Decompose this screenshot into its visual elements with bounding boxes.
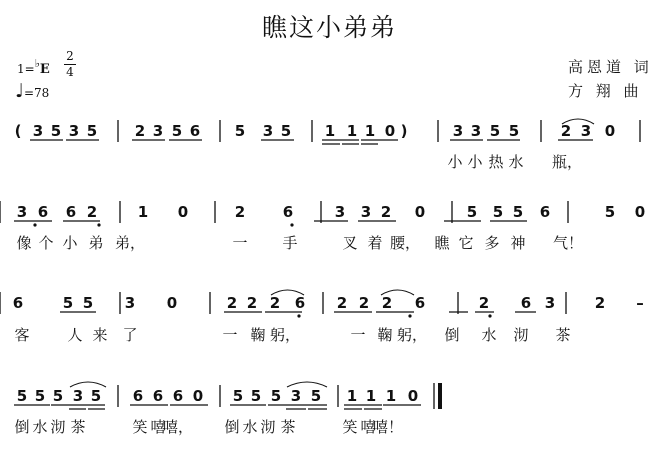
lyric-syllable: 客	[14, 326, 30, 344]
note: 2	[380, 203, 392, 221]
note: 6	[539, 203, 551, 221]
lyric-syllable: 嘻	[150, 418, 166, 436]
note: 3	[124, 294, 136, 312]
lyric-syllable: 着	[367, 234, 383, 252]
note: 3	[334, 203, 346, 221]
lyric-syllable: 沏	[260, 418, 276, 436]
note: 3	[360, 203, 372, 221]
lyric-syllable: 沏	[50, 418, 66, 436]
note: 5	[232, 387, 244, 405]
note: 6	[414, 294, 426, 312]
note: 0	[407, 387, 419, 405]
lyricist-credit: 高恩道 词	[568, 58, 653, 76]
lyric-syllable: 了	[122, 326, 138, 344]
lyric-syllable: 弟，	[114, 234, 146, 252]
note: 3	[32, 122, 44, 140]
note: 2	[86, 203, 98, 221]
lyric-syllable: 沏	[513, 326, 529, 344]
note: 1	[364, 122, 376, 140]
lyric-syllable: 腰，	[389, 234, 421, 252]
lyric-syllable: 热	[488, 153, 504, 171]
lyric-syllable: 瓶，	[551, 153, 583, 171]
lyric-syllable: 水	[481, 326, 497, 344]
lyric-syllable: 鞠	[377, 326, 393, 344]
note: 3	[72, 387, 84, 405]
key-prefix: 1=	[17, 62, 35, 76]
song-title: 瞧这小弟弟	[261, 13, 397, 42]
note: 6	[65, 203, 77, 221]
note: 5	[492, 203, 504, 221]
note: 5	[604, 203, 616, 221]
note: (	[14, 122, 22, 140]
note: 0	[414, 203, 426, 221]
note: 0	[604, 122, 616, 140]
lyric-syllable: 水	[32, 418, 48, 436]
lyric-syllable: 像	[16, 234, 32, 252]
lyric-syllable: 人	[67, 326, 83, 344]
lyric-syllable: 神	[510, 234, 526, 252]
note: 6	[132, 387, 144, 405]
note: 2	[269, 294, 281, 312]
note: 2	[234, 203, 246, 221]
note: 5	[466, 203, 478, 221]
lyric-syllable: 小	[447, 153, 463, 171]
note: –	[636, 294, 644, 312]
octave-dot	[97, 223, 100, 226]
lyric-syllable: 躬，	[269, 326, 301, 344]
lyric-syllable: 弟	[88, 234, 104, 252]
note: 5	[90, 387, 102, 405]
lyric-syllable: 倒	[444, 326, 460, 344]
lyric-syllable: 嘻，	[162, 418, 194, 436]
note: 3	[544, 294, 556, 312]
note: 3	[580, 122, 592, 140]
note: 0	[384, 122, 396, 140]
lyric-syllable: 瞧	[434, 234, 450, 252]
note: 0	[166, 294, 178, 312]
note: 6	[520, 294, 532, 312]
note: 5	[234, 122, 246, 140]
lyric-syllable: 一	[222, 326, 238, 344]
note: 5	[250, 387, 262, 405]
note: 6	[172, 387, 184, 405]
note: 0	[192, 387, 204, 405]
tempo-value: =78	[23, 86, 50, 100]
lyric-syllable: 小	[467, 153, 483, 171]
lyric-syllable: 倒	[224, 418, 240, 436]
note: 5	[508, 122, 520, 140]
note: 1	[385, 387, 397, 405]
note: 2	[594, 294, 606, 312]
lyric-syllable: 个	[38, 234, 54, 252]
octave-dot	[33, 223, 36, 226]
lyric-syllable: 来	[92, 326, 108, 344]
note: 5	[270, 387, 282, 405]
note: 0	[634, 203, 646, 221]
lyric-syllable: 叉	[342, 234, 358, 252]
note: 6	[152, 387, 164, 405]
note: 5	[86, 122, 98, 140]
note: 1	[346, 122, 358, 140]
octave-dot	[297, 314, 300, 317]
lyric-syllable: 倒	[14, 418, 30, 436]
note: 5	[50, 122, 62, 140]
time-denominator: 4	[64, 64, 76, 80]
lyric-syllable: 笑	[132, 418, 148, 436]
flat-symbol: ♭	[34, 57, 40, 70]
note: 2	[358, 294, 370, 312]
note: 5	[310, 387, 322, 405]
note: 1	[324, 122, 336, 140]
note: 6	[282, 203, 294, 221]
lyric-syllable: 一	[232, 234, 248, 252]
note: 2	[134, 122, 146, 140]
note: 0	[177, 203, 189, 221]
lyric-syllable: 多	[484, 234, 500, 252]
lyric-syllable: 嘻！	[372, 418, 404, 436]
lyric-syllable: 茶	[280, 418, 296, 436]
note: 6	[37, 203, 49, 221]
note: 5	[171, 122, 183, 140]
note: 2	[246, 294, 258, 312]
quarter-note-icon: ♩	[15, 80, 24, 102]
note: 5	[34, 387, 46, 405]
lyric-syllable: 躬，	[396, 326, 428, 344]
lyric-syllable: 气！	[552, 234, 584, 252]
lyric-syllable: 水	[242, 418, 258, 436]
final-bar-thick	[438, 383, 442, 409]
note: 5	[16, 387, 28, 405]
key-note: E	[39, 62, 50, 77]
note: 5	[489, 122, 501, 140]
note: 3	[470, 122, 482, 140]
note: 3	[16, 203, 28, 221]
lyric-syllable: 茶	[70, 418, 86, 436]
note: 2	[478, 294, 490, 312]
note: 3	[68, 122, 80, 140]
note: 5	[512, 203, 524, 221]
time-numerator: 2	[66, 49, 74, 63]
note: 2	[226, 294, 238, 312]
note: 5	[52, 387, 64, 405]
lyric-syllable: 一	[350, 326, 366, 344]
note: 5	[82, 294, 94, 312]
note: 2	[381, 294, 393, 312]
lyric-syllable: 小	[62, 234, 78, 252]
note: 1	[137, 203, 149, 221]
note: 3	[452, 122, 464, 140]
note: 3	[262, 122, 274, 140]
lyric-syllable: 鞠	[250, 326, 266, 344]
note: 5	[62, 294, 74, 312]
note: 2	[336, 294, 348, 312]
composer-credit: 方 翔 曲	[568, 82, 643, 100]
note: 6	[12, 294, 24, 312]
octave-dot	[488, 314, 491, 317]
note: 1	[365, 387, 377, 405]
lyric-syllable: 茶	[555, 326, 571, 344]
note: )	[400, 122, 408, 140]
lyric-syllable: 它	[458, 234, 474, 252]
note: 3	[290, 387, 302, 405]
note: 6	[189, 122, 201, 140]
lyric-syllable: 嘻	[360, 418, 376, 436]
note: 3	[152, 122, 164, 140]
note: 5	[280, 122, 292, 140]
octave-dot	[290, 223, 293, 226]
lyric-syllable: 水	[508, 153, 524, 171]
lyric-syllable: 手	[282, 234, 298, 252]
octave-dot	[408, 314, 411, 317]
note: 6	[294, 294, 306, 312]
note: 1	[346, 387, 358, 405]
note: 2	[560, 122, 572, 140]
lyric-syllable: 笑	[342, 418, 358, 436]
